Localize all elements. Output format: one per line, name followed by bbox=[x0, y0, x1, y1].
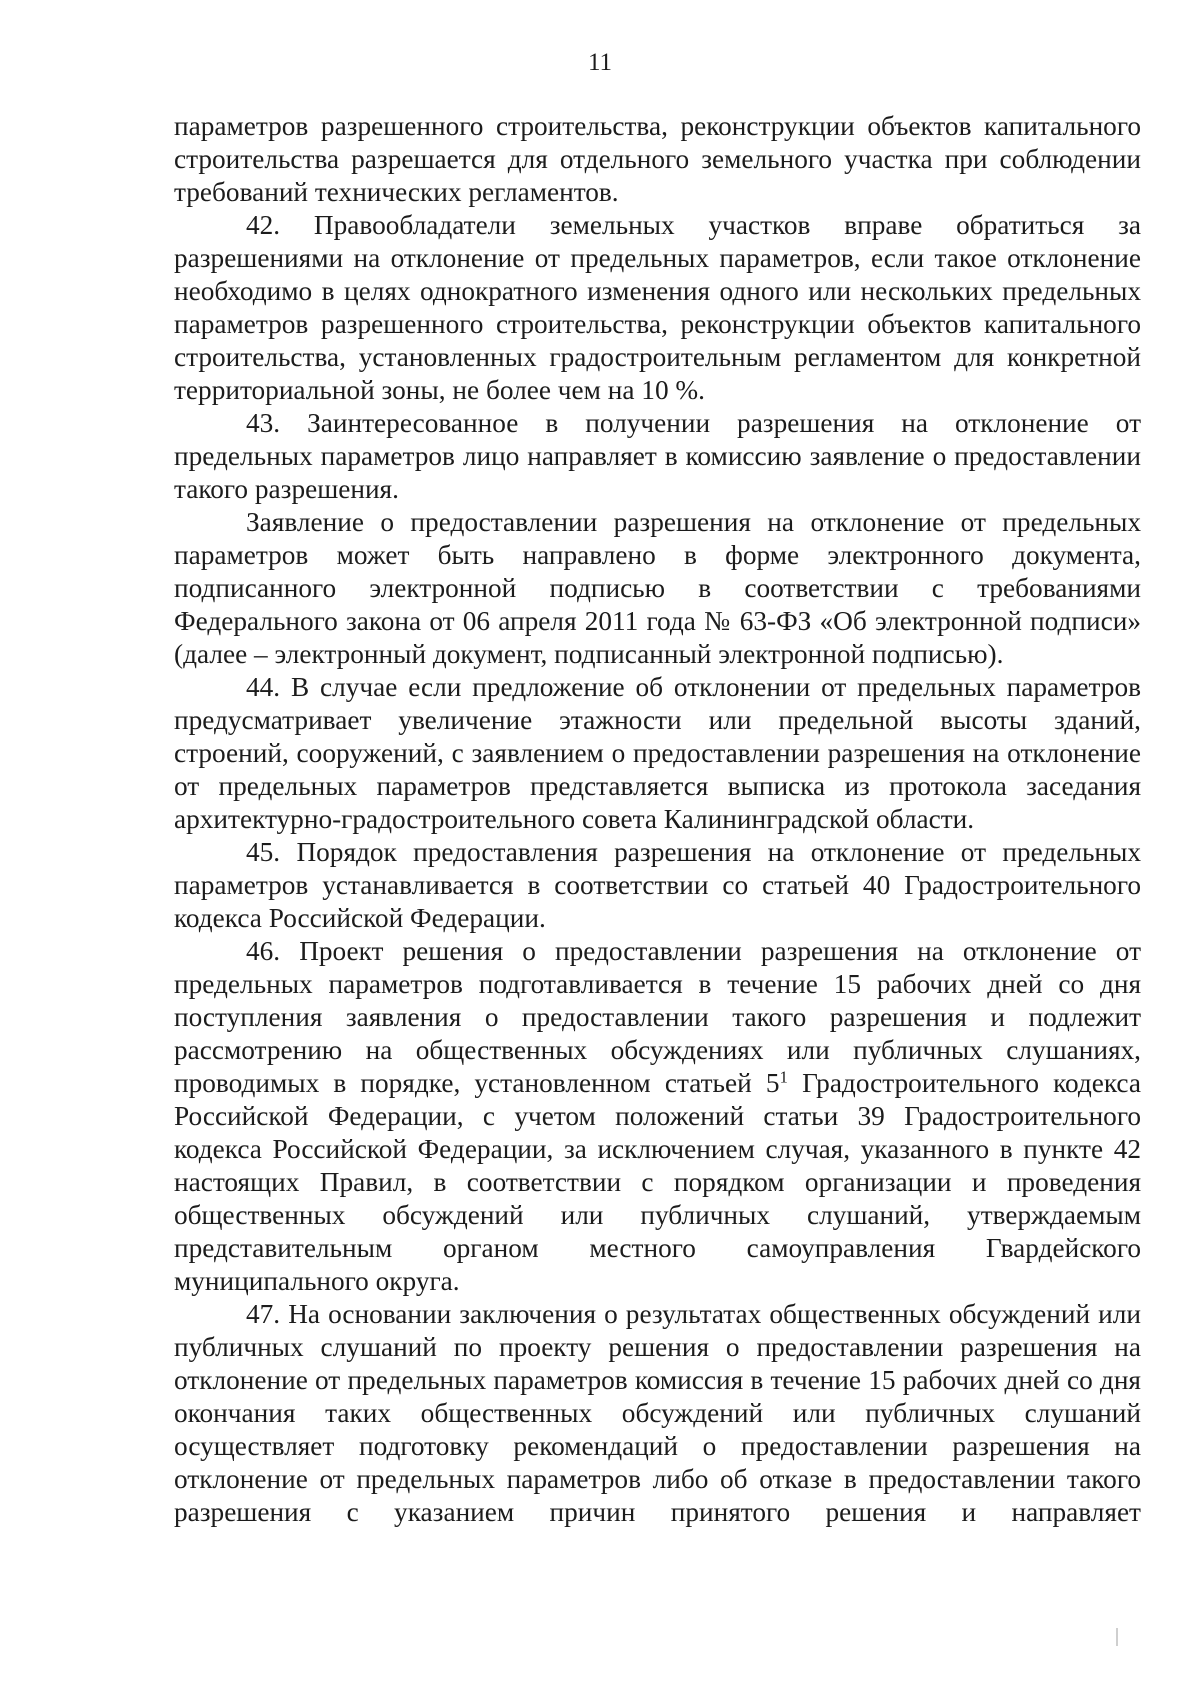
paragraph-number: 47. bbox=[246, 1299, 281, 1329]
scan-artifact bbox=[1116, 1628, 1118, 1646]
paragraph-text: Правообладатели земельных участков вправе обратиться за разрешениями на отклонение от предельных параметров, если такое отклонение необходимо в целях однократного изменения одного или нескольких предельных параметров разрешенного строительства, реконструкции объектов капитального строительства, установленных градостроительным регламентом для конкретной территориальной зоны, не более чем на 10 %. bbox=[174, 210, 1141, 405]
paragraph-43 bbox=[174, 407, 1141, 506]
paragraph-number: 44. bbox=[246, 672, 281, 702]
paragraph-47 bbox=[174, 1298, 1141, 1529]
paragraph-43-continued: Заявление о предоставлении разрешения на отклонение от предельных параметров может быть направлено в форме электронного документа, подписанного электронной подписью в соответствии с требованиями Федерального закона от 06 апреля 2011 года № 63-ФЗ «Об электронной подписи» (далее – электронный документ, подписанный электронной подписью). bbox=[174, 507, 1141, 669]
paragraph-46 bbox=[174, 935, 1141, 1298]
page-number: 11 bbox=[587, 49, 613, 76]
paragraph-44 bbox=[174, 671, 1141, 836]
paragraph-42 bbox=[174, 209, 1141, 407]
paragraph-text: На основании заключения о результатах общественных обсуждений или публичных слушаний по проекту решения о предоставлении разрешения на отклонение от предельных параметров комиссия в течение 15 рабочих дней со дня окончания таких общественных обсуждений или публичных слушаний осуществляет подготовку рекомендаций о предоставлении разрешения на отклонение от предельных параметров либо об отказе в предоставлении такого разрешения с указанием причин принятого решения и направляет bbox=[174, 1299, 1141, 1527]
paragraph-continuation: параметров разрешенного строительства, реконструкции объектов капитального строительства разрешается для отдельного земельного участка при соблюдении требований технических регламентов. bbox=[174, 111, 1141, 207]
paragraph-number: 46. bbox=[246, 936, 281, 966]
document-body bbox=[174, 110, 1141, 1529]
paragraph-text: Заинтересованное в получении разрешения на отклонение от предельных параметров лицо направляет в комиссию заявление о предоставлении такого разрешения. bbox=[174, 408, 1141, 504]
superscript: 1 bbox=[779, 1067, 788, 1087]
paragraph-text: Порядок предоставления разрешения на отклонение от предельных параметров устанавливается в соответствии со статьей 40 Градостроительного кодекса Российской Федерации. bbox=[174, 837, 1142, 933]
paragraph-number: 43. bbox=[246, 408, 281, 438]
paragraph-text: Градостроительного кодекса Российской Федерации, с учетом положений статьи 39 Градостроительного кодекса Российской Федерации, за исключением случая, указанного в пункте 42 настоящих Правил, в соответствии с порядком организации и проведения общественных обсуждений или публичных слушаний, утверждаемым представительным органом местного самоуправления Гвардейского муниципального округа. bbox=[174, 1068, 1141, 1296]
paragraph-number: 42. bbox=[246, 210, 281, 240]
paragraph-text: В случае если предложение об отклонении от предельных параметров предусматривает увеличение этажности или предельной высоты зданий, строений, сооружений, с заявлением о предоставлении разрешения на отклонение от предельных параметров представляется выписка из протокола заседания архитектурно-градостроительного совета Калининградской области. bbox=[174, 672, 1141, 834]
paragraph-45 bbox=[174, 836, 1141, 935]
paragraph-text: Проект решения о предоставлении разрешения на отклонение от предельных параметров подготавливается в течение 15 рабочих дней со дня поступления заявления о предоставлении такого разрешения и подлежит рассмотрению на общественных обсуждениях или публичных слушаниях, проводимых в порядке, установленном статьей 5 bbox=[174, 936, 1141, 1098]
paragraph-number: 45. bbox=[246, 837, 281, 867]
